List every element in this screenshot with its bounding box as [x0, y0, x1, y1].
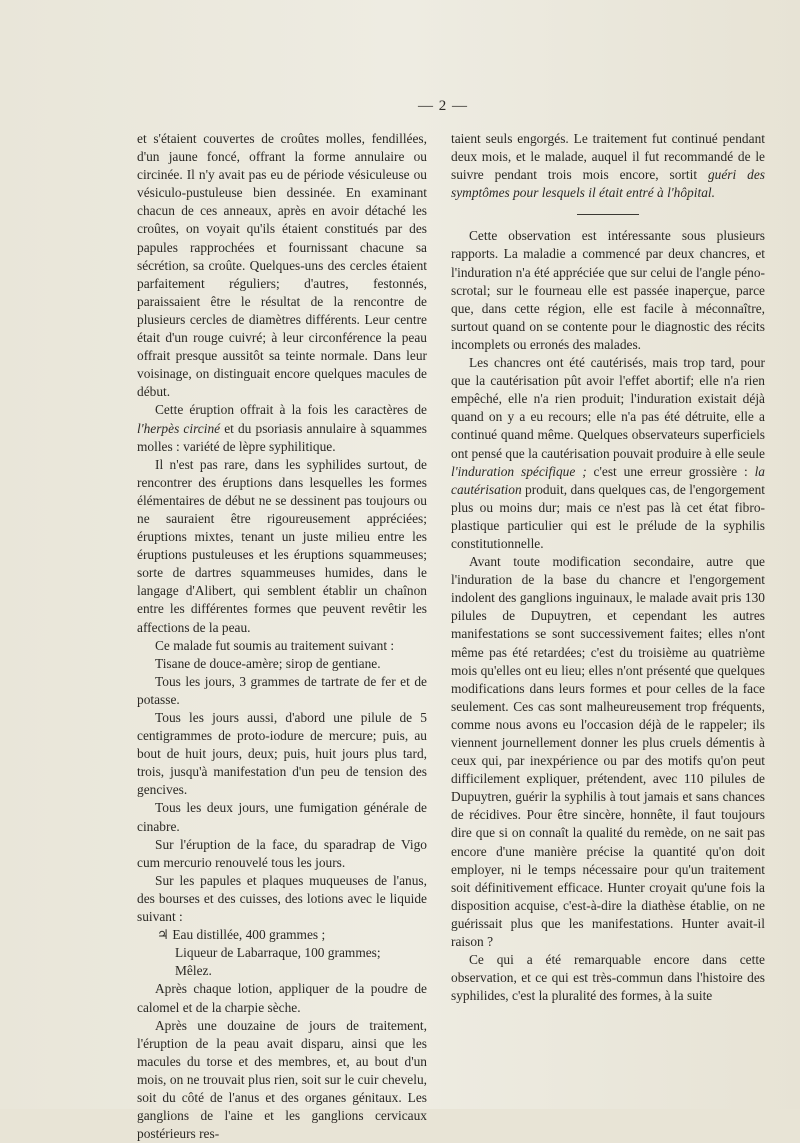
text-run: Les chancres ont été cautérisés, mais trop tard, pour que la cautérisation pût avoir l'effet abortif; elle n'a rien empêché, elle n'a rien produit; l'induration existait déjà quand on y a eu recours; elle n'a pas été détruite, elle a continué quand même. Quelques observateurs superficiels ont pensé que la cautérisation pouvait produire à elle seule	[451, 355, 765, 461]
paragraph: Ce qui a été remarquable encore dans cette observation, et ce qui est très-commun dans l'histoire des syphilides, c'est la pluralité des formes, à la suite	[451, 952, 765, 1004]
page-number: — 2 —	[418, 98, 468, 114]
paragraph: Tous les jours, 3 grammes de tartrate de fer et de potasse.	[137, 673, 427, 707]
paragraph: Sur l'éruption de la face, du sparadrap de Vigo cum mercurio renouvelé tous les jours.	[137, 836, 427, 870]
paragraph: Tous les deux jours, une fumigation générale de cinabre.	[137, 800, 427, 834]
paragraph: ♃ Eau distillée, 400 grammes ;	[157, 927, 326, 943]
paragraph: et s'étaient couvertes de croûtes molles, fendillées, d'un jaune foncé, offrant la forme annulaire ou circinée. Il n'y avait pas eu de période vésiculeuse ou vésiculo-pustuleuse bien dessinée. En examinant chacun de ces anneaux, après en avoir détaché les croûtes, on voyait qu'ils étaient constitués par des papules rapprochées et fournissant chacune sa sécrétion, sa croûte. Quelques-uns des cercles étaient parfaitement réguliers; d'autres, festonnés, paraissaient être le résultat de la rencontre de plusieurs cercles de diamètres différents. Leur centre était d'un rouge cuivré; à leur circonférence la peau offrait presque aussitôt sa teinte normale. Dans leur voisinage, on distinguait encore quelques macules de début.	[137, 131, 427, 400]
paragraph: Tous les jours aussi, d'abord une pilule de 5 centigrammes de proto-iodure de mercure; puis, au bout de huit jours, deux; puis, huit jours plus tard, trois, jusqu'à manifestation d'un peu de tension des gencives.	[137, 710, 427, 798]
section-separator	[577, 214, 639, 215]
paragraph: Avant toute modification secondaire, autre que l'induration de la base du chancre et l'engorgement indolent des ganglions inguinaux, le malade avait pris 130 pilules de Dupuytren, et cependant les autres manifestations se sont successivement faites; elles n'ont même pas été retardées; c'est du troisième au quatrième mois qu'elles ont eu lieu; elles n'ont présenté que quelques modifications dans leurs formes et pour celles de la face seulement. Ces cas sont malheureusement trop fréquents, comme nous avons eu l'occasion déjà de le rappeler; ils viennent journellement donner les plus cruels démentis à ceux qui, par inexpérience ou par des motifs qu'on peut difficilement expliquer, prétendent, avec 110 pilules de Dupuytren, guérir la syphilis à tout jamais et sans chances de récidives. Pour être sincère, honnête, il faut toujours dire que si on connaît la qualité du remède, on ne sait pas encore d'une manière précise la quantité qu'on doit employer, ni le temps nécessaire pour qu'un traitement soit définitivement efficace. Hunter croyait qu'une fois la disposition acquise, c'est-à-dire la diathèse établie, on ne guérissait plus que les manifestations. Hunter avait-il raison ?	[451, 554, 765, 950]
paragraph: Après chaque lotion, appliquer de la poudre de calomel et de la charpie sèche.	[137, 981, 427, 1015]
paragraph: Ce malade fut soumis au traitement suivant :	[155, 637, 395, 653]
italic-text: la cautérisation	[451, 463, 765, 497]
paragraph: Sur les papules et plaques muqueuses de l'anus, des bourses et des cuisses, des lotions avec le liquide suivant :	[137, 872, 427, 925]
paragraph: Après une douzaine de jours de traitement, l'éruption de la peau avait disparu, ainsi que les macules du torse et des membres, et, au bout d'un mois, on ne trouvait plus rien, soit sur le cuir chevelu, soit du côté de l'anus et des organes génitaux. Les ganglions de l'aine et les ganglions cervicaux postérieurs res-	[137, 1017, 427, 1142]
text-run: et du psoriasis annulaire à squammes molles : variété de lèpre syphilitique.	[137, 420, 427, 454]
paragraph	[451, 130, 765, 202]
paragraph	[137, 401, 427, 455]
paragraph: Il n'est pas rare, dans les syphilides surtout, de rencontrer des éruptions dans lesquelles les formes élémentaires de début ne se dessinent pas toujours ou ne sauraient être rigoureusement appréciées; éruptions mixtes, tenant un juste milieu entre les éruptions pustuleuses et les éruptions squammeuses; sorte de dartres squammeuses humides, dans le langage d'Alibert, qui semblent établir un chaînon entre les différentes formes que peuvent revêtir les affections de la peau.	[137, 456, 427, 635]
italic-text: guéri des symptômes pour lesquels il était entré à l'hôpital.	[451, 167, 765, 201]
right-column	[451, 130, 765, 1005]
paragraph: Liqueur de Labarraque, 100 grammes;	[175, 945, 381, 961]
text-run: taient seuls engorgés. Le traitement fut continué pendant deux mois, et le malade, auquel il fut recommandé de le suivre pendant trois mois encore, sortit	[451, 131, 765, 183]
italic-text: l'induration spécifique ;	[451, 463, 587, 479]
text-run: produit, dans quelques cas, de l'engorgement plus ou moins dur; mais ce n'est pas là cet état fibro-plastique particulier qui est le prélude de la syphilis constitutionnelle.	[451, 481, 765, 551]
left-column	[137, 130, 427, 1143]
paragraph: Cette observation est intéressante sous plusieurs rapports. La maladie a commencé par deux chancres, et l'induration n'a été appréciée que sur celui de l'angle péno-scrotal; sur le fourneau elle est passée inaperçue, parce que, dans cette région, elle est facile à méconnaître, surtout quand on se contente pour le diagnostic des récits incomplets ou erronés des malades.	[451, 228, 765, 352]
paragraph: Mêlez.	[175, 963, 212, 979]
text-run: Cette éruption offrait à la fois les caractères de	[155, 402, 427, 418]
paragraph: Tisane de douce-amère; sirop de gentiane.	[155, 655, 381, 671]
italic-text: l'herpès circiné	[137, 420, 221, 436]
paragraph	[451, 354, 765, 553]
text-run: c'est une erreur grossière :	[586, 463, 755, 479]
